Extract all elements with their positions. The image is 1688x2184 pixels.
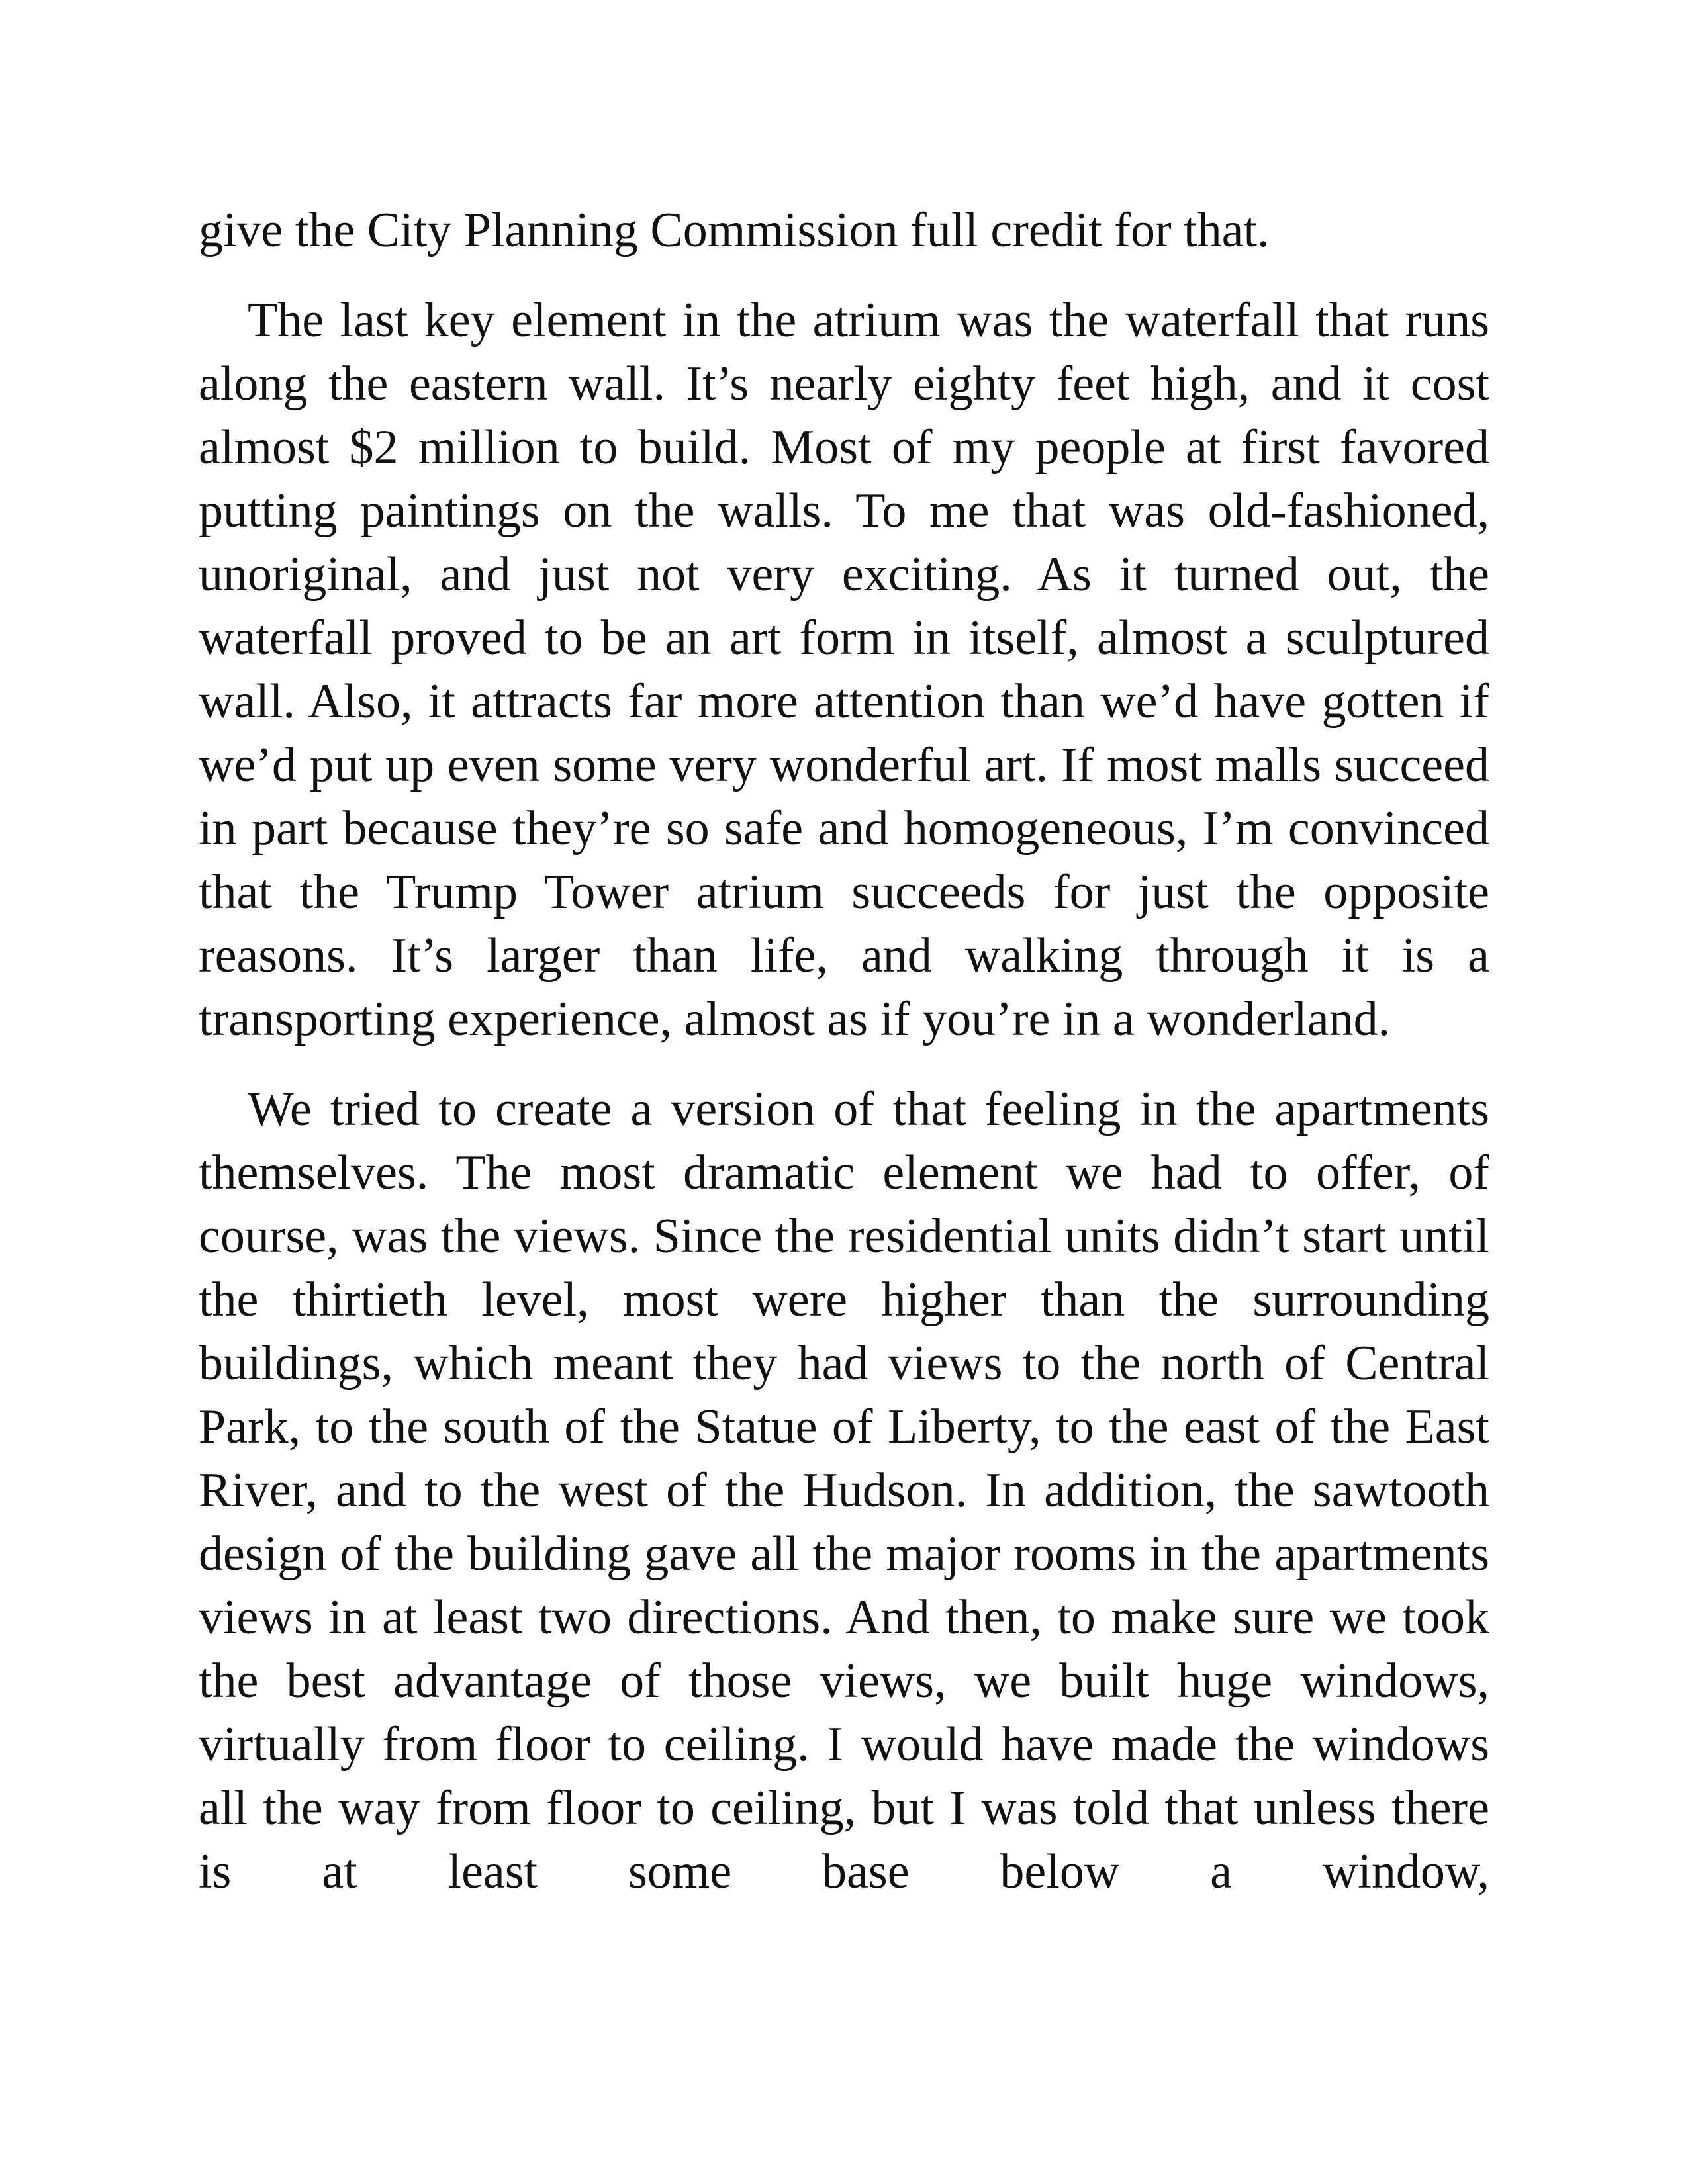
document-page xyxy=(199,199,1489,1930)
paragraph-1: give the City Planning Commission full credit for that. xyxy=(199,203,1270,257)
paragraph-3: We tried to create a version of that feeling in the apartments themselves. The most dramatic element we had to offer, of course, was the views. Since the residential units didn’t start until the thirtieth level, most were higher than the surrounding buildings, which meant they had views to the north of Central Park, to the south of the Statue of Liberty, to the east of the East River, and to the west of the Hudson. In addition, the sawtooth design of the building gave all the major rooms in the apartments views in at least two directions. And then, to make sure we took the best advantage of those views, we built huge windows, virtually from floor to ceiling. I would have made the windows all the way from floor to ceiling, but I was told that unless there is at least some base below a window, xyxy=(199,1082,1489,1899)
paragraph-2: The last key element in the atrium was the waterfall that runs along the eastern wall. It’s nearly eighty feet high, and it cost almost $2 million to build. Most of my people at first favored putting paintings on the walls. To me that was old-fashioned, unoriginal, and just not very exciting. As it turned out, the waterfall proved to be an art form in itself, almost a sculptured wall. Also, it attracts far more attention than we’d have gotten if we’d put up even some very wonderful art. If most malls succeed in part because they’re so safe and homogeneous, I’m convinced that the Trump Tower atrium succeeds for just the opposite reasons. It’s larger than life, and walking through it is a transporting experience, almost as if you’re in a wonderland. xyxy=(199,293,1489,1046)
